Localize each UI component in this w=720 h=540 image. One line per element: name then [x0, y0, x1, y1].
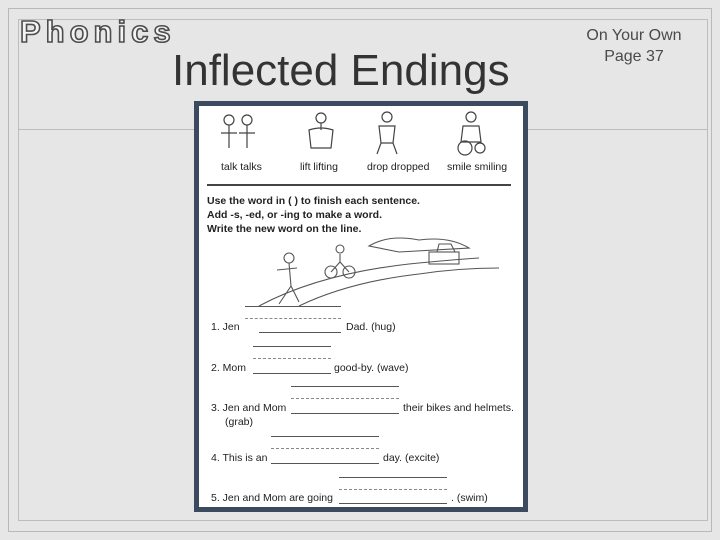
- sentence-label: 1. Jen: [211, 321, 240, 333]
- word-illustrations: [199, 108, 523, 158]
- answer-line: [291, 413, 399, 414]
- answer-line: [271, 436, 379, 437]
- sentence-label: 2. Mom: [211, 362, 247, 374]
- guide-line: [339, 489, 447, 490]
- sentence-hint: (grab): [225, 416, 254, 428]
- sentence-end: Dad. (hug): [346, 321, 396, 333]
- answer-line: [259, 332, 341, 333]
- worksheet-image: [194, 101, 528, 512]
- page-title: Inflected Endings: [172, 46, 510, 95]
- answer-line: [339, 477, 447, 478]
- sentence-label: 5. Jen and Mom are going: [211, 492, 333, 504]
- answer-line: [253, 346, 331, 347]
- instructions: [207, 194, 420, 236]
- bike-scene-illustration: [199, 234, 523, 306]
- word-pair: lift lifting: [300, 161, 338, 173]
- sentence-end: day. (excite): [383, 452, 440, 464]
- word-pair: talk talks: [221, 161, 262, 173]
- divider: [707, 19, 708, 520]
- sentence-end: . (swim): [451, 492, 488, 504]
- sentence-end: their bikes and helmets.: [403, 402, 514, 414]
- section-rule: [207, 184, 511, 186]
- word-pair: smile smiling: [447, 161, 508, 173]
- answer-line: [245, 306, 341, 307]
- page-reference: [574, 25, 694, 67]
- reference-line2: Page 37: [604, 48, 664, 65]
- divider: [18, 19, 19, 520]
- smile-illustration: [458, 112, 485, 155]
- brand-label: Phonics: [20, 14, 176, 49]
- word-pair: drop dropped: [367, 161, 430, 173]
- divider: [18, 520, 708, 521]
- answer-line: [291, 386, 399, 387]
- sentence-end: good-by. (wave): [334, 362, 409, 374]
- reference-line1: On Your Own: [586, 27, 682, 44]
- sentence-label: 3. Jen and Mom: [211, 402, 287, 414]
- instruction-line: Use the word in ( ) to finish each sentence.: [207, 195, 420, 207]
- instruction-line: Write the new word on the line.: [207, 223, 362, 235]
- instruction-line: Add -s, -ed, or -ing to make a word.: [207, 209, 383, 221]
- talk-illustration: [221, 115, 255, 148]
- guide-line: [291, 398, 399, 399]
- answer-line: [271, 463, 379, 464]
- guide-line: [245, 318, 341, 319]
- answer-line: [253, 373, 331, 374]
- answer-line: [339, 503, 447, 504]
- guide-line: [253, 358, 331, 359]
- guide-line: [271, 448, 379, 449]
- lift-illustration: [309, 113, 333, 148]
- drop-illustration: [377, 112, 397, 154]
- sentence-label: 4. This is an: [211, 452, 268, 464]
